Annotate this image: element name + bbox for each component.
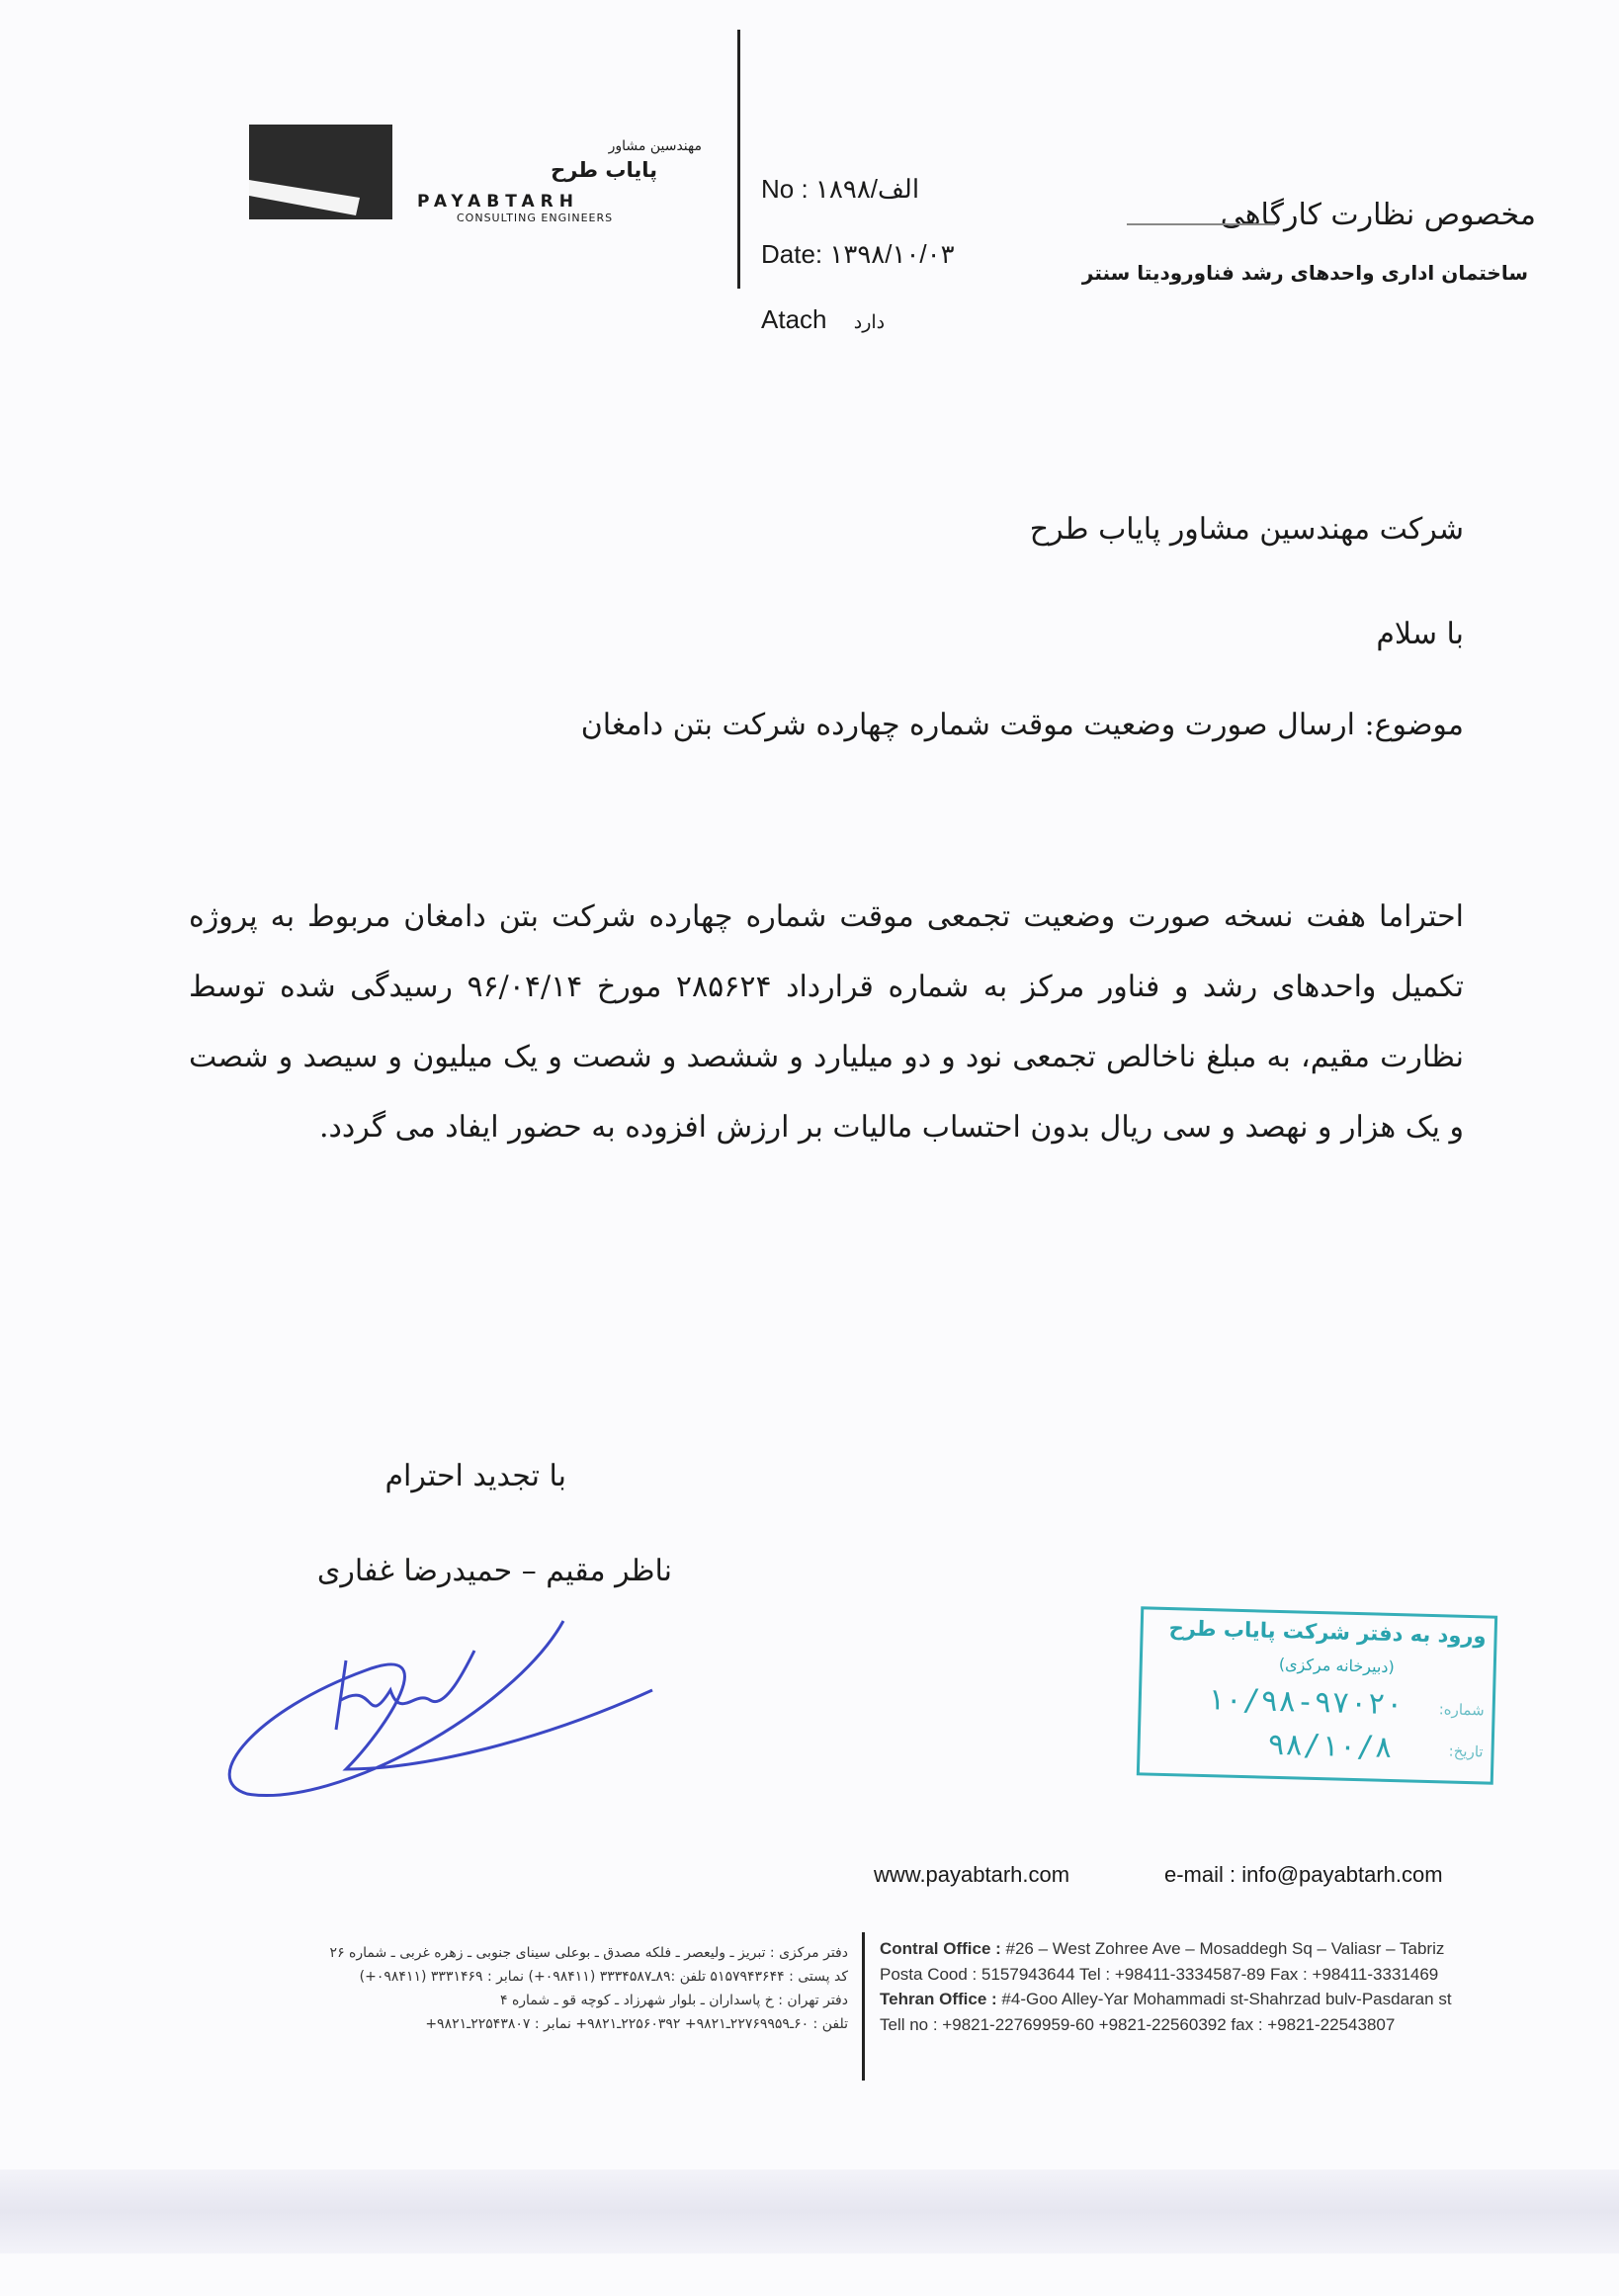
header-divider: [737, 30, 740, 289]
letter-body: احتراما هفت نسخه صورت وضعیت تجمعی موقت شماره چهارده شرکت بتن دامغان مربوط به پروژه تکمیل واحدهای رشد و فناور مرکز به شماره قرارداد ۲۸۵۶۲۴ مورخ ۹۶/۰۴/۱۴ رسیدگی شده توسط نظارت مقیم، به مبلغ ناخالص تجمعی نود و دو میلیارد و ششصد و شصت و یک میلیون و سیصد و شصت و یک هزار و نهصد و سی ریال بدون احتساب مالیات بر ارزش افزوده به حضور ایفاد می گردد.: [189, 899, 1464, 1145]
central-office-label: Contral Office :: [880, 1939, 1001, 1958]
letter-date: [761, 239, 955, 270]
greeting: با سلام: [1376, 617, 1464, 651]
header-subtitle: ساختمان اداری واحدهای رشد فناوروديتا سنتر: [1081, 261, 1528, 285]
footer-fa-line-1: دفتر مرکزی : تبریز ـ ولیعصر ـ فلکه مصدق ـ بوعلی سینای جنوبی ـ زهره غربی ـ شماره ۲۶: [329, 1945, 848, 1961]
attach-value: دارد: [853, 312, 886, 333]
stamp-subtitle: (دبیرخانه مرکزی): [1278, 1654, 1396, 1677]
subject: موضوع: ارسال صورت وضعیت موقت شماره چهارده شرکت بتن دامغان: [580, 708, 1464, 742]
logo-name-fa: پایاب طرح: [551, 158, 657, 182]
footer-fa-line-3: دفتر تهران : خ پاسداران ـ بلوار شهرزاد ـ کوچه قو ـ شماره ۴: [499, 1993, 848, 2008]
logo-subtitle-fa: مهندسین مشاور: [608, 138, 702, 154]
attach-label: Atach: [761, 304, 827, 334]
scan-shadow-band: [0, 2169, 1619, 2253]
letter-number: [761, 174, 919, 205]
footer-en-line-4: [880, 2015, 1395, 2035]
stamp-date-value: ۹۸/۱۰/۸: [1266, 1727, 1394, 1766]
central-office-contact: Posta Cood : 5157943644 Tel : +98411-3334587-89 Fax : +98411-3331469: [880, 1965, 1439, 1984]
central-office-address: #26 – West Zohree Ave – Mosaddegh Sq – Valiasr – Tabriz: [1000, 1939, 1445, 1958]
date-value: ۱۳۹۸/۱۰/۰۳: [829, 239, 955, 269]
stamp-title: ورود به دفتر شرکت پایاب طرح: [1168, 1616, 1487, 1649]
letter-attachment: [761, 304, 885, 335]
email-link[interactable]: e-mail : info@payabtarh.com: [1164, 1862, 1443, 1887]
footer-divider: [862, 1932, 865, 2081]
signature: [217, 1581, 662, 1809]
received-stamp: [1137, 1606, 1497, 1784]
footer-en-line-2: [880, 1965, 1438, 1985]
footer-fa-line-4: تلفن : ۶۰ـ۲۲۷۶۹۹۵۹ـ۹۸۲۱+ ۲۲۵۶۰۳۹۲ـ۹۸۲۱+ نمابر : ۲۲۵۴۳۸۰۷ـ۹۸۲۱+: [425, 2016, 848, 2032]
tehran-office-label: Tehran Office :: [880, 1990, 997, 2008]
logo-subtitle-en: CONSULTING ENGINEERS: [457, 212, 614, 224]
stamp-number-value: ۱۰/۹۸-۹۷۰۲۰: [1206, 1682, 1405, 1723]
footer-en-line-1: [880, 1939, 1444, 1959]
header-underline: [1127, 223, 1275, 225]
header-title: مخصوص نظارت کارگاهی: [1220, 198, 1536, 232]
stamp-date-label: تاریخ:: [1448, 1742, 1484, 1761]
footer-fa-line-2: کد پستی : ۵۱۵۷۹۴۳۶۴۴ تلفن :۸۹ـ۳۳۳۴۵۸۷ (۰۹۸۴۱۱+) نمابر : ۳۳۳۱۴۶۹ (۰۹۸۴۱۱+): [359, 1969, 848, 1985]
date-label: Date:: [761, 239, 823, 269]
recipient: شرکت مهندسین مشاور پایاب طرح: [1029, 512, 1464, 547]
signer: ناظر مقیم – حمیدرضا غفاری: [316, 1554, 672, 1588]
number-value: ۱۸الف/۹۸: [814, 174, 920, 204]
number-label: No :: [761, 174, 809, 204]
tehran-office-contact: Tell no : +9821-22769959-60 +9821-22560392 fax : +9821-22543807: [880, 2015, 1396, 2034]
logo-name-en: PAYABTARH: [417, 192, 579, 212]
footer-en-line-3: [880, 1990, 1452, 2009]
tehran-office-address: #4-Goo Alley-Yar Mohammadi st-Shahrzad bulv-Pasdaran st: [996, 1990, 1452, 2008]
company-logo-mark: [249, 125, 392, 219]
website-link[interactable]: www.payabtarh.com: [874, 1862, 1070, 1887]
closing: با تجدید احترام: [384, 1459, 566, 1493]
stamp-number-label: شماره:: [1438, 1700, 1485, 1720]
